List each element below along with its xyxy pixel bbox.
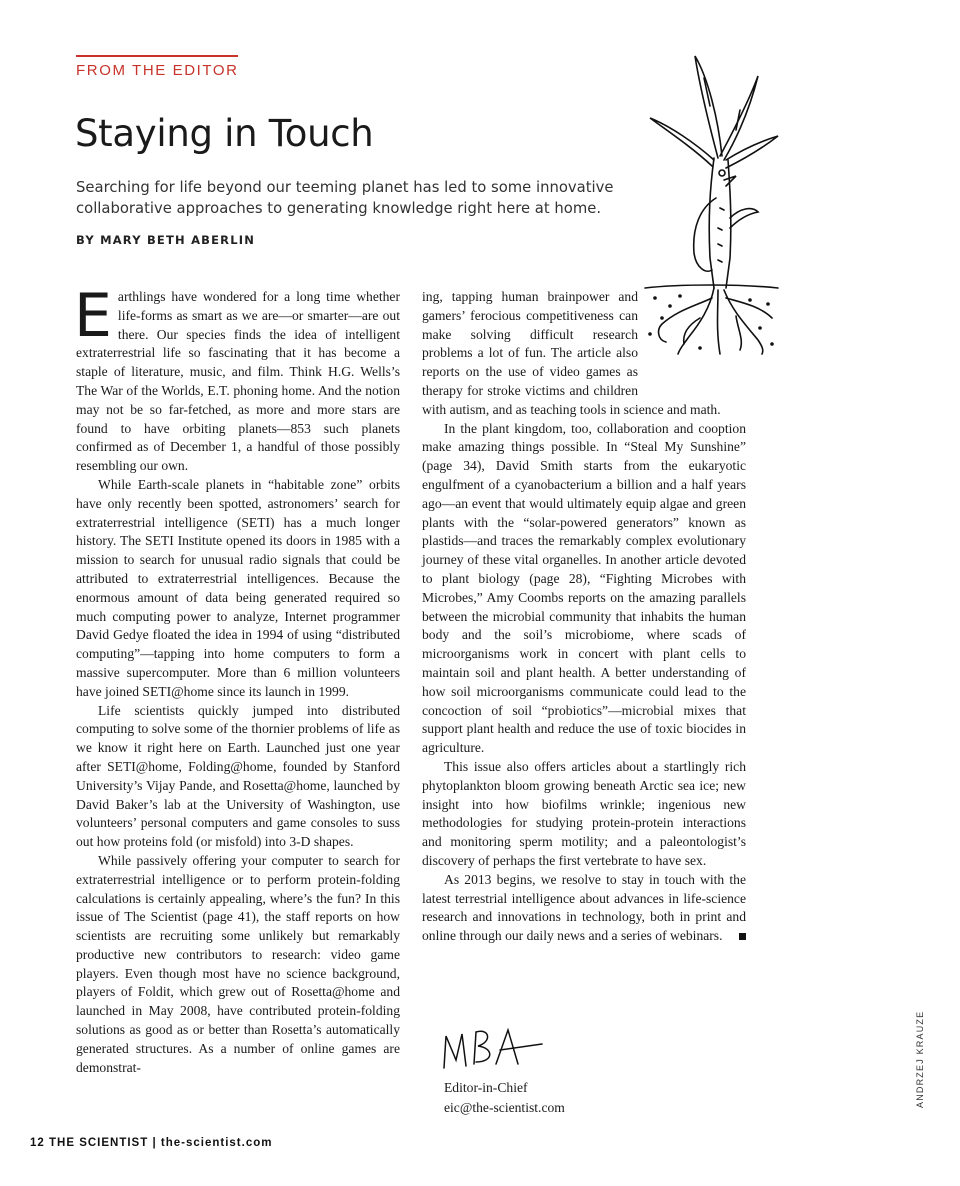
- footer-separator: |: [152, 1137, 157, 1149]
- paragraph: As 2013 begins, we resolve to stay in touch with the latest terrestrial intelligence about advances in life-science research and innovations in technology, both in print and online through our daily news and a series of webinars.: [422, 871, 746, 944]
- editor-role: Editor-in-Chief: [444, 1080, 528, 1095]
- section-label: FROM THE EDITOR: [76, 62, 239, 79]
- site-link[interactable]: the-scientist.com: [160, 1137, 273, 1149]
- article-column-2: [422, 288, 746, 946]
- paragraph: Earthlings have wondered for a long time whether life-forms as smart as we are—or smarter—are out there. Our species finds the idea of intelligent extraterrestrial life so fascinating that it has become a staple of literature, music, and film. Think H.G. Wells’s The War of the Worlds, E.T. phoning home. And the notion may not be so far-fetched, as more and more stars are found to have orbiting planets—853 such planets confirmed as of December 1, a handful of those possibly resembling our own.: [74, 281, 400, 474]
- drop-cap: E: [74, 281, 112, 351]
- paragraph: ing, tapping human brainpower and gamers’ ferocious competitiveness can make solving difficult research problems a lot of fun. The article also reports on the use of video games as therapy for stroke victims and children with autism, and as teaching tools in science and math.: [422, 289, 721, 417]
- page-number: 12: [30, 1137, 45, 1149]
- article-deck: Searching for life beyond our teeming planet has led to some innovative collaborative approaches to generating knowledge right here at home.: [76, 179, 614, 217]
- article-column-1: [74, 281, 400, 1077]
- end-mark: [739, 933, 746, 940]
- signoff-block: [444, 1078, 565, 1118]
- illustration-wrap-space: [638, 288, 746, 382]
- magazine-name: THE SCIENTIST: [49, 1137, 149, 1149]
- paragraph: This issue also offers articles about a startlingly rich phytoplankton bloom growing beneath Arctic sea ice; new insight into how biofilms wrinkle; ingenious new methodologies for studying protein-protein interactions and monitoring sperm motility; and a paleontologist’s discovery of perhaps the first vertebrate to have sex.: [422, 758, 746, 868]
- page-footer: [30, 1137, 272, 1149]
- paragraph: While passively offering your computer to search for extraterrestrial intelligence or to perform protein-folding calculations is certainly appealing, where’s the fun? In this issue of The Scientist (page 41), the staff reports on how scientists are recruiting some unlikely but remarkably productive new contributors to research: video game players. Even though most have no science background, players of Foldit, which grew out of Rosetta@home and launched in May 2008, have contributed protein-folding solutions as good as or better than Rosetta’s automatically generated structures. As a number of online games are demonstrat-: [76, 852, 400, 1075]
- editor-signature: [438, 1018, 548, 1076]
- illustration-credit: ANDRZEJ KRAUZE: [915, 1010, 925, 1108]
- editor-email[interactable]: eic@the-scientist.com: [444, 1100, 565, 1115]
- article-byline: BY MARY BETH ABERLIN: [76, 233, 256, 247]
- paragraph: While Earth-scale planets in “habitable zone” orbits have only recently been spotted, astronomers’ search for extraterrestrial intelligence (SETI) has a much longer history. The SETI Institute opened its doors in 1985 with a mission to search for unusual radio signals that could be attributed to extraterrestrial intelligences. Because the enormous amount of data being generated required so much computing power to analyze, Internet programmer David Gedye floated the idea in 1994 of using “distributed computing”—tapping into home computers to form a massive supercomputer. More than 6 million volunteers have joined SETI@home since its launch in 1999.: [76, 476, 400, 699]
- section-rule: [76, 55, 238, 57]
- paragraph: In the plant kingdom, too, collaboration and cooption make amazing things possible. In “Steal My Sunshine” (page 34), David Smith starts from the eukaryotic engulfment of a cyanobacterium a billion and a half years ago—an event that would ultimately equip algae and green plants with the “solar-powered generators” known as plastids—and traces the remarkably complex evolutionary journey of these vital organelles. In another article devoted to plant biology (page 28), “Fighting Microbes with Microbes,” Amy Coombs reports on the amazing parallels between the microbial community that inhabits the human body and the soil’s microbiome, where scads of microorganisms work in concert with plant cells to maintain soil and plant health. A better understanding of how soil microorganisms communicate could lead to the concoction of soil “probiotics”—microbial mixes that support plant health and reduce the use of toxic biocides in agriculture.: [422, 420, 746, 756]
- paragraph: Life scientists quickly jumped into distributed computing to solve some of the thornier problems of life as we know it right here on Earth. Launched just one year after SETI@home, Folding@home, founded by Stanford University’s Vijay Pande, and Rosetta@home, launched by David Baker’s lab at the University of Washington, use volunteers’ personal computers and game consoles to suss out how proteins fold (or misfold) into 3-D shapes.: [76, 702, 400, 850]
- article-title: Staying in Touch: [75, 112, 374, 155]
